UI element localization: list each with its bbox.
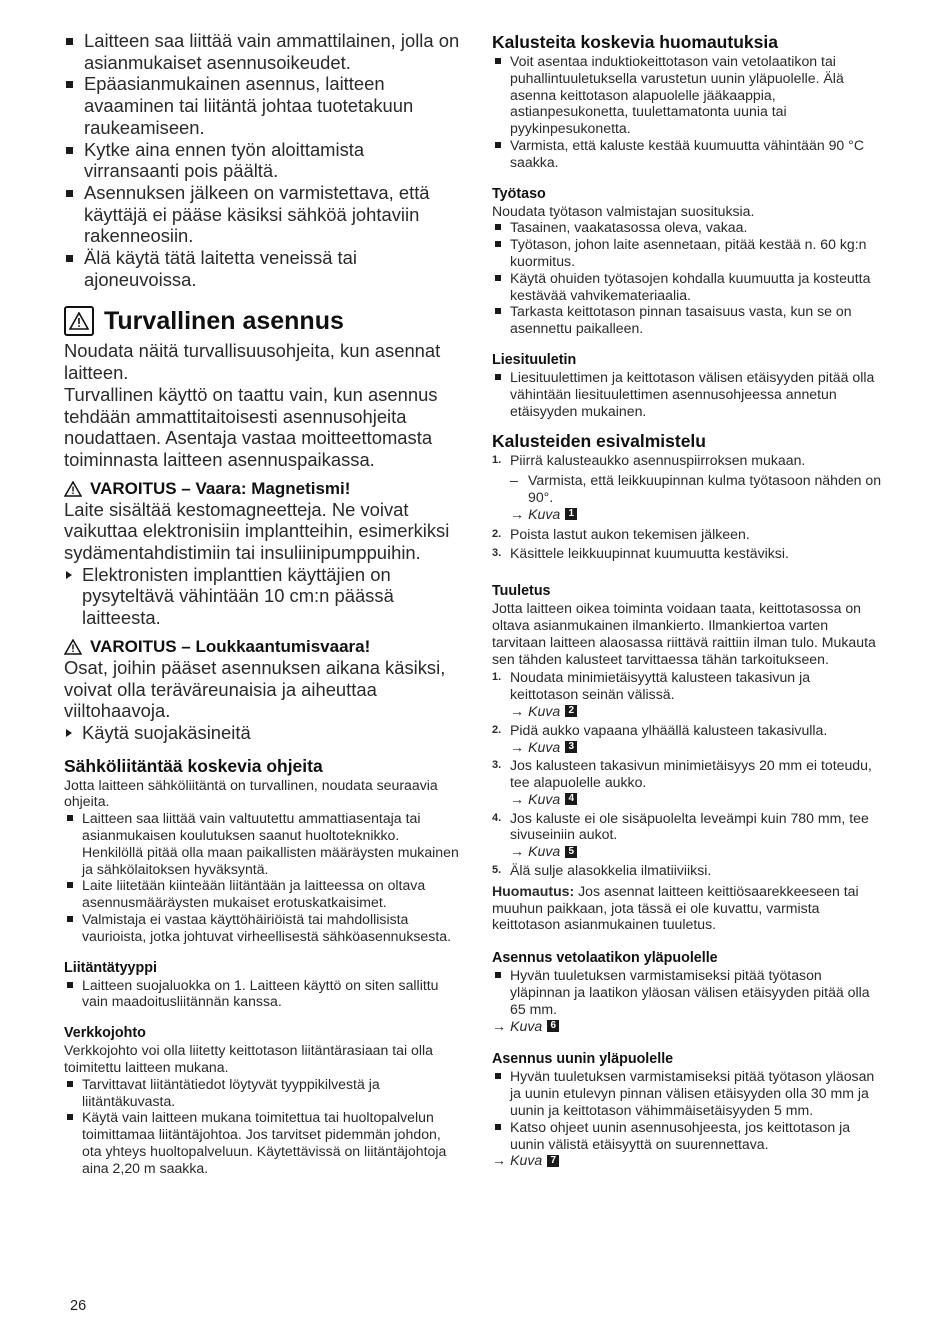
figure-label: Kuva — [528, 790, 561, 807]
figure-number-badge: 5 — [565, 846, 577, 858]
section-heading — [64, 306, 464, 336]
figure-number-badge: 1 — [565, 508, 577, 520]
list-item — [64, 1109, 464, 1176]
list-item-text: Tarvittavat liitäntätiedot löytyvät tyyppikilvestä ja liitäntäkuvasta. — [82, 1075, 380, 1109]
bullet-square-icon — [66, 190, 73, 197]
list-item — [64, 30, 464, 73]
list-item — [64, 182, 464, 247]
list-item-text: Käsittele leikkuupinnat kuumuutta kestäviksi. — [510, 545, 789, 562]
subsection-title: Verkkojohto — [64, 1025, 146, 1042]
subsection-title: Asennus uunin yläpuolelle — [492, 1051, 674, 1068]
list-item-text: Käytä vain laitteen mukana toimitettua tai huoltopalvelun toimittamaa liitäntäjohtoa. Jos tarvitset pidemmän johdon, ota yhteys huoltopalveluun. Käytettävissä on liitäntäjohtoja aina 2,20 m saakka. — [82, 1109, 447, 1176]
list-item — [64, 877, 464, 911]
action-item — [64, 564, 464, 629]
bullet-square-icon — [495, 142, 501, 148]
arrow-icon: → — [492, 1152, 507, 1169]
arrow-right-icon — [66, 571, 72, 579]
drawer-bullet-list — [492, 967, 882, 1017]
list-item — [492, 757, 882, 807]
list-item-text: Epäasianmukainen asennus, laitteen avaaminen tai liitäntä johtaa tuotetakuun raukeamiseen. — [84, 73, 414, 138]
list-item — [492, 545, 882, 562]
bullet-square-icon — [67, 882, 73, 888]
figure-number-badge: 3 — [565, 741, 577, 753]
list-item-text: Tasainen, vaakatasossa oleva, vakaa. — [510, 219, 748, 236]
figure-label: Kuva — [528, 505, 561, 522]
subsection-title: Tuuletus — [492, 583, 551, 600]
note-text: Jos asennat laitteen keittiösaarekkeeseen tai muuhun paikkaan, jota tässä ei ole kuvattu, varmista keittotason asianmukainen tuuletus. — [492, 882, 859, 933]
figure-reference — [510, 703, 882, 720]
list-item — [492, 669, 882, 719]
warning-title: VAROITUS – Loukkaantumisvaara! — [90, 636, 371, 656]
prep-step-list-continued — [492, 526, 882, 563]
list-item — [492, 967, 882, 1017]
list-item — [492, 137, 882, 171]
list-item — [492, 270, 882, 304]
list-item-text: Voit asentaa induktiokeittotason vain vetolaatikon tai puhallintuuletuksella varustetun uunin yläpuolelle. Älä asenna keittotason alapuolelle jääkaappia, astianpesukonetta, tuulettamatonta uunia tai pyykinpesukonetta. — [510, 53, 844, 137]
bullet-square-icon — [67, 815, 73, 821]
list-item — [492, 810, 882, 860]
paragraph: Noudata työtason valmistajan suosituksia. — [492, 202, 755, 219]
subsection-title: Työtaso — [492, 185, 546, 202]
worktop-bullet-list — [492, 219, 882, 337]
step-number: 3. — [492, 547, 502, 560]
list-item-text: Työtason, johon laite asennetaan, pitää kestää n. 60 kg:n kuormitus. — [510, 236, 867, 269]
list-item-text: Hyvän tuuletuksen varmistamiseksi pitää työtason yläosan ja uunin etulevyn pinnan välisen etäisyyden olla 30 mm ja uunin ja keittotason vähimmäisetäisyyden 5 mm. — [510, 1068, 875, 1119]
list-item — [492, 303, 882, 337]
arrow-icon: → — [510, 790, 525, 807]
list-item-text: Pidä aukko vapaana ylhäällä kalusteen takasivulla. — [510, 721, 828, 738]
arrow-right-icon — [66, 729, 72, 737]
list-item — [64, 139, 464, 182]
arrow-icon: → — [492, 1017, 507, 1034]
step-number: 1. — [492, 671, 502, 684]
bullet-square-icon — [67, 1081, 73, 1087]
bullet-square-icon — [495, 374, 501, 380]
note-paragraph — [492, 883, 882, 933]
figure-reference — [510, 791, 882, 808]
bullet-square-icon — [66, 147, 73, 154]
list-item-text: Asennuksen jälkeen on varmistettava, että käyttäjä ei pääse käsiksi sähköä johtaviin rakenneosiin. — [84, 181, 430, 247]
vent-step-list — [492, 669, 882, 879]
action-text: Käytä suojakäsineitä — [82, 721, 251, 743]
bullet-square-icon — [67, 982, 73, 988]
list-item — [492, 526, 882, 543]
list-item-text: Noudata minimietäisyyttä kalusteen takasivun ja keittotason seinän välissä. — [510, 669, 811, 703]
figure-label: Kuva — [510, 1017, 543, 1034]
bullet-square-icon — [67, 916, 73, 922]
list-item — [492, 722, 882, 756]
figure-number-badge: 7 — [547, 1155, 559, 1167]
list-item-text: Jos kalusteen takasivun minimietäisyys 20 mm ei toteudu, tee alapuolelle aukko. — [510, 757, 872, 791]
subsection-title: Asennus vetolaatikon yläpuolelle — [492, 950, 718, 967]
bullet-square-icon — [495, 58, 501, 64]
bullet-square-icon — [495, 972, 501, 978]
list-item-text: Käytä ohuiden työtasojen kohdalla kuumuutta ja kosteutta kestävää vahvikemateriaalia. — [510, 269, 871, 303]
bullet-square-icon — [495, 308, 501, 314]
figure-reference — [492, 1152, 882, 1169]
prep-step-list — [492, 452, 882, 469]
list-item — [492, 236, 882, 270]
figure-number-badge: 2 — [565, 705, 577, 717]
action-item — [64, 722, 464, 744]
list-item — [492, 369, 882, 419]
figure-reference — [492, 1018, 882, 1035]
section-title: Turvallinen asennus — [104, 306, 344, 335]
electric-bullet-list — [64, 810, 464, 944]
list-item — [64, 1076, 464, 1110]
bullet-square-icon — [495, 1124, 501, 1130]
warning-title: VAROITUS – Vaara: Magnetismi! — [90, 478, 351, 498]
bullet-square-icon — [66, 81, 73, 88]
page-number: 26 — [70, 1298, 87, 1314]
list-item — [492, 452, 882, 469]
subsection-title: Sähköliitäntää koskevia ohjeita — [64, 755, 323, 776]
warning-triangle-icon — [64, 306, 94, 336]
oven-bullet-list — [492, 1068, 882, 1152]
dash-icon: – — [510, 472, 518, 489]
list-item-text: Laitteen saa liittää vain valtuutettu ammattiasentaja tai asianmukaisen koulutuksen saanut huoltoteknikko. Henkilöllä pitää olla maan paikallisten määräysten mukainen ja sähkölaitoksen hyväksyntä. — [82, 810, 459, 877]
list-item-text: Laite liitetään kiinteään liitäntään ja laitteessa on oltava asennusmääräysten mukaiset erotuskatkaisimet. — [82, 877, 426, 911]
paragraph: Noudata näitä turvallisuusohjeita, kun asennat laitteen. — [64, 340, 441, 384]
figure-label: Kuva — [528, 702, 561, 719]
figure-reference — [510, 739, 882, 756]
list-item — [492, 862, 882, 879]
bullet-square-icon — [495, 224, 501, 230]
arrow-icon: → — [510, 738, 525, 755]
bullet-square-icon — [495, 1073, 501, 1079]
step-number: 2. — [492, 527, 502, 540]
list-item-text: Hyvän tuuletuksen varmistamiseksi pitää työtason yläpinnan ja laatikon yläosan välisen etäisyyden pitää olla 65 mm. — [510, 967, 870, 1017]
step-number: 2. — [492, 723, 502, 736]
list-item — [492, 1068, 882, 1118]
step-number: 1. — [492, 454, 502, 467]
subsection-title: Liesituuletin — [492, 351, 577, 368]
warning-triangle-icon — [64, 481, 82, 497]
furniture-bullet-list — [492, 53, 882, 171]
paragraph: Turvallinen käyttö on taattu vain, kun asennus tehdään ammattitaitoisesti asennusohjeita noudattaen. Asentaja vastaa moitteettomasta toiminnasta laitteen asennuspaikassa. — [64, 383, 438, 470]
list-item-text: Poista lastut aukon tekemisen jälkeen. — [510, 525, 750, 542]
bullet-square-icon — [495, 275, 501, 281]
hood-bullet-list — [492, 369, 882, 419]
list-item — [492, 219, 882, 236]
list-item-text: Valmistaja ei vastaa käyttöhäiriöistä tai mahdollisista vaurioista, jotka johtuvat virheellisestä sähköasennuksesta. — [82, 911, 451, 944]
list-item-text: Tarkasta keittotason pinnan tasaisuus vasta, kun se on asennettu paikalleen. — [510, 303, 852, 337]
right-column — [492, 30, 882, 1169]
left-column — [64, 30, 464, 1177]
figure-reference — [492, 506, 882, 523]
sub-step — [492, 472, 882, 506]
list-item-text: Piirrä kalusteaukko asennuspiirroksen mukaan. — [510, 452, 806, 469]
figure-label: Kuva — [510, 1152, 543, 1169]
figure-number-badge: 6 — [547, 1020, 559, 1032]
step-number: 4. — [492, 811, 502, 824]
subsection-title: Kalusteita koskevia huomautuksia — [492, 32, 778, 52]
paragraph: Verkkojohto voi olla liitetty keittotason liitäntärasiaan tai olla toimitettu laitteen mukana. — [64, 1042, 433, 1076]
subsection-title: Liitäntätyyppi — [64, 959, 157, 976]
step-number: 3. — [492, 759, 502, 772]
sub-step-text: Varmista, että leikkuupinnan kulma työtasoon nähden on 90°. — [528, 472, 882, 505]
paragraph: Jotta laitteen oikea toiminta voidaan taata, keittotasossa on oltava asianmukainen ilmankierto. Ilmankiertoa varten tarvitaan laitteen alaosassa riittävä raittiin ilman tulo. Mukauta sen tähden kalusteet tarvittaessa tähän tarkoitukseen. — [492, 600, 876, 667]
list-item — [64, 810, 464, 877]
subsection-title: Kalusteiden esivalmistelu — [492, 431, 706, 452]
list-item — [64, 977, 464, 1011]
arrow-icon: → — [510, 702, 525, 719]
list-item — [492, 53, 882, 137]
step-number: 5. — [492, 864, 502, 877]
action-text: Elektronisten implanttien käyttäjien on pysyteltävä vähintään 10 cm:n päässä laitteesta. — [82, 563, 394, 629]
list-item-text: Laitteen saa liittää vain ammattilainen, jolla on asianmukaiset asennusoikeudet. — [84, 30, 460, 73]
figure-label: Kuva — [528, 738, 561, 755]
bullet-square-icon — [66, 38, 73, 45]
bullet-square-icon — [67, 1114, 73, 1120]
figure-number-badge: 4 — [565, 793, 577, 805]
warning-text: Osat, joihin pääset asennuksen aikana käsiksi, voivat olla teräväreunaisia ja aiheuttaa viiltohaavoja. — [64, 656, 446, 722]
warning-heading-magnetism — [64, 479, 464, 499]
list-item-text: Jos kaluste ei ole sisäpuolelta leveämpi kuin 780 mm, tee sivuseiniin aukot. — [510, 809, 869, 843]
list-item-text: Varmista, että kaluste kestää kuumuutta vähintään 90 °C saakka. — [510, 136, 864, 170]
arrow-icon: → — [510, 843, 525, 860]
list-item-text: Kytke aina ennen työn aloittamista virransaanti pois päältä. — [84, 138, 365, 182]
connection-bullet-list — [64, 977, 464, 1011]
list-item-text: Älä käytä tätä laitetta veneissä tai ajoneuvoissa. — [84, 247, 357, 290]
paragraph: Jotta laitteen sähköliitäntä on turvallinen, noudata seuraavia ohjeita. — [64, 776, 438, 810]
list-item-text: Laitteen suojaluokka on 1. Laitteen käyttö on siten sallittu vain maadoitusliitännän kanssa. — [82, 976, 439, 1010]
bullet-square-icon — [66, 255, 73, 262]
arrow-icon: → — [510, 505, 525, 522]
figure-reference — [510, 843, 882, 860]
list-item — [492, 1119, 882, 1153]
intro-bullet-list — [64, 30, 464, 290]
note-label: Huomautus: — [492, 882, 575, 899]
figure-label: Kuva — [528, 843, 561, 860]
bullet-square-icon — [495, 241, 501, 247]
list-item — [64, 911, 464, 945]
list-item-text: Liesituulettimen ja keittotason välisen etäisyyden pitää olla vähintään liesituulettimen asennusohjeessa annetun etäisyyden mukainen. — [510, 368, 875, 419]
list-item — [64, 247, 464, 290]
warning-heading-injury — [64, 637, 464, 657]
warning-text: Laite sisältää kestomagneetteja. Ne voivat vaikuttaa elektronisiin implantteihin, esimerkiksi sydämentahdistimiin tai insuliinipumppuihin. — [64, 498, 450, 564]
warning-triangle-icon — [64, 639, 82, 655]
list-item-text: Katso ohjeet uunin asennusohjeesta, jos keittotason ja uunin välistä etäisyyttä on suurennettava. — [510, 1118, 851, 1152]
list-item — [64, 73, 464, 138]
cord-bullet-list — [64, 1076, 464, 1177]
list-item-text: Älä sulje alasokkelia ilmatiiviiksi. — [510, 862, 712, 879]
